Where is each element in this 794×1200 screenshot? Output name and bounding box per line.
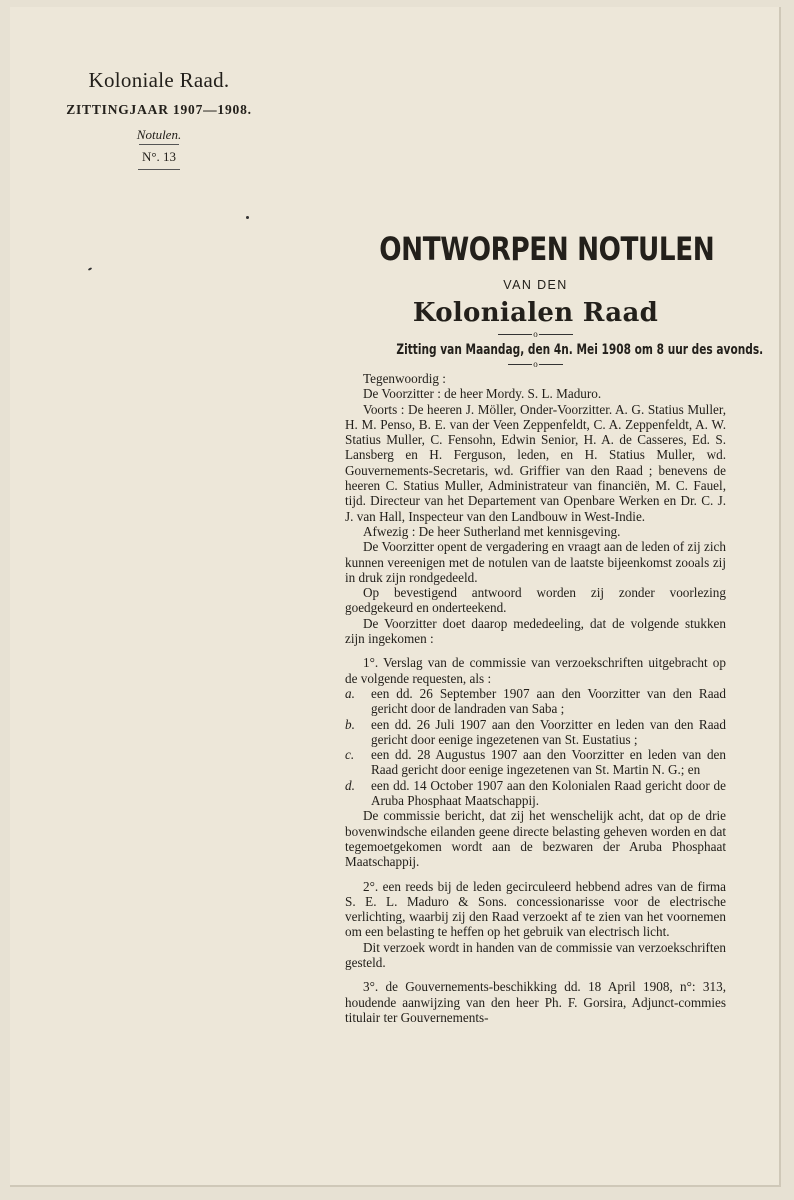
minutes-body [345,371,726,1025]
ornament-circle: o [533,329,538,339]
item-2: 2°. een reeds bij de leden gecirculeerd hebbend adres van de firma S. E. L. Maduro & Sons. concessionarisse voor de electrische verlichting, waarbij zij den Raad verzoekt af te zien van het voornemen om een belasting te heffen op het gebruik van electrisch licht. [345,878,726,940]
session-line: Zitting van Maandag, den 4n. Mei 1908 om 8 uur des avonds. [396,342,764,358]
paragraph: De Voorzitter : de heer Mordy. S. L. Maduro. [363,386,602,402]
paragraph: De Voorzitter opent de vergadering en vraagt aan de leden of zij zich kunnen vereenigen met de notulen van de laatste bijeenkomst zooals zij in druk zijn rondgedeeld. [345,539,726,585]
paragraph: Op bevestigend antwoord worden zij zonder voorlezing goedgekeurd en onderteekend. [345,585,726,616]
council-name: Kolonialen Raad [412,298,659,328]
item-text: een dd. 26 September 1907 aan den Voorzitter van den Raad gericht door de landraden van Saba ; [371,685,726,717]
main-column [345,230,764,1025]
list-item [345,747,726,778]
item-text: een dd. 28 Augustus 1907 aan den Voorzitter en leden van den Raad gericht door eenige ingezetenen van St. Martin N. G.; en [371,747,726,778]
ink-speck [246,216,249,219]
masthead [36,68,282,170]
document-number: N°. 13 [141,149,177,164]
item-3: 3°. de Gouvernements-beschikking dd. 18 April 1908, n°: 313, houdende aanwijzing van den heer Ph. F. Gorsira, Adjunct-commies titulair ter Gouvernements- [345,979,726,1025]
item-label: c. [345,747,355,763]
notulen-label: Notulen. [136,127,182,142]
session-year: ZITTINGJAAR 1907—1908. [66,102,252,117]
divider [139,144,179,145]
item-text: een dd. 14 October 1907 aan den Kolonialen Raad gericht door de Aruba Phosphaat Maatschappij. [371,777,726,809]
ornament-divider [345,360,726,369]
subtitle-van-den: VAN DEN [503,278,568,292]
item-label: a. [345,685,355,701]
ornament-divider [345,330,726,339]
paragraph: De commissie bericht, dat zij het wenschelijk acht, dat op de drie bovenwindsche eilanden geene directe belasting geheven worden en dat tegemoetgekomen wordt aan de bezwaren der Aruba Phosphaat Maatschappij. [345,808,726,870]
paragraph: Dit verzoek wordt in handen van de commissie van verzoekschriften gesteld. [345,939,726,970]
item-text: een dd. 26 Juli 1907 aan den Voorzitter en leden van den Raad gericht door eenige ingezetenen van St. Eustatius ; [371,716,726,747]
paragraph: De Voorzitter doet daarop mededeeling, dat de volgende stukken zijn ingekomen : [345,615,726,647]
list-item [345,778,726,809]
ornament-circle: o [533,359,538,369]
item-label: b. [345,716,355,732]
paragraph: Afwezig : De heer Sutherland met kennisgeving. [363,523,621,539]
list-item [345,717,726,748]
paragraph: Voorts : De heeren J. Möller, Onder-Voorzitter. A. G. Statius Muller, H. M. Penso, B. E. van der Veen Zeppenfeldt, C. A. Zeppenfeldt, A. W. Statius Muller, C. Fensohn, Edwin Senior, H. A. de Casseres, Ed. S. Lansberg en H. Ferguson, leden, en H. Statius Muller, wd. Gouvernements-Secretaris, wd. Griffier van den Raad ; benevens de heeren C. Statius Muller, Administrateur van financiën, M. C. Fauel, tijd. Directeur van het Departement van Openbare Werken en Dr. C. J. J. van Hall, Inspecteur van den Landbouw in West-Indie. [345,401,726,524]
list-item [345,686,726,717]
item-label: d. [345,777,355,793]
item-1-intro: 1°. Verslag van de commissie van verzoekschriften uitgebracht op de volgende requesten, als : [345,655,726,686]
masthead-title: Koloniale Raad. [88,68,230,92]
page-title: ONTWORPEN NOTULEN [379,230,715,268]
paragraph: Tegenwoordig : [363,371,446,386]
divider [138,169,180,170]
